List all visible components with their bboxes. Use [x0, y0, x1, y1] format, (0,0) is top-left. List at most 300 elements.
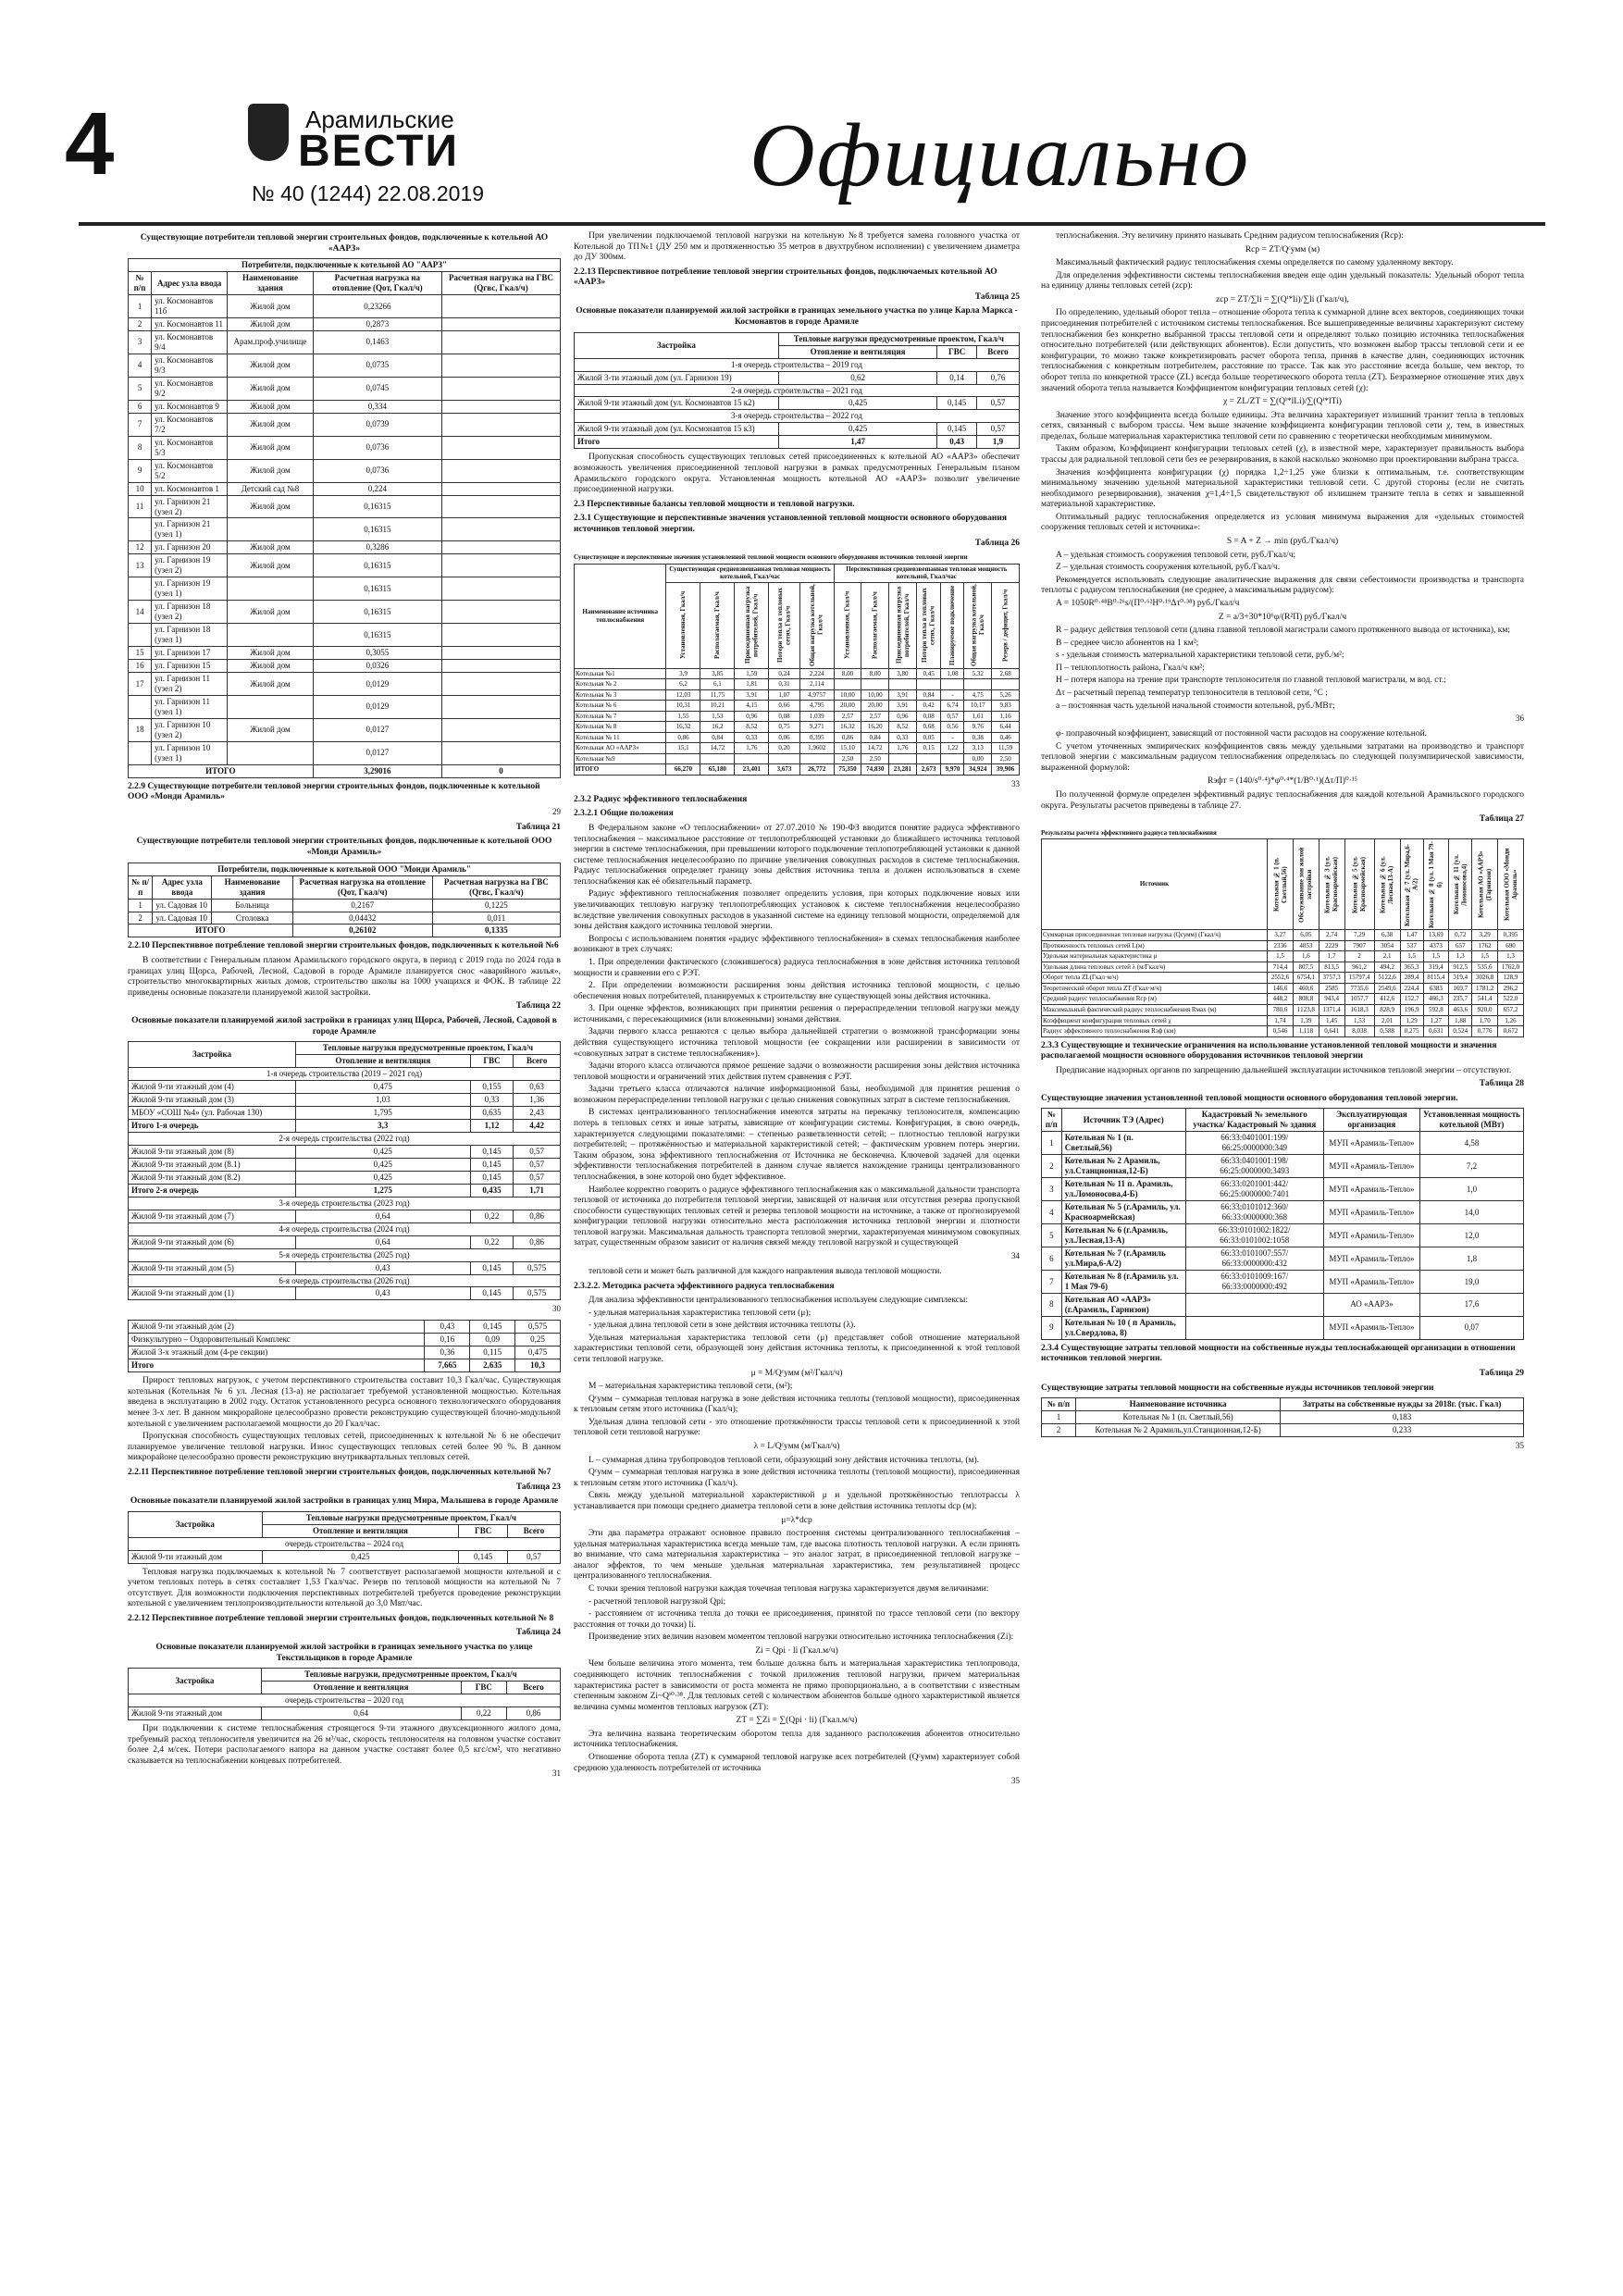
- cell: 6: [1042, 1247, 1062, 1271]
- table-row: [1042, 951, 1524, 962]
- cell: Котельная АО «ААРЗ» (г.Арамиль, Гарнизон): [1061, 1293, 1185, 1316]
- th-build: Застройка: [129, 1042, 296, 1068]
- cell: [441, 554, 560, 577]
- stage-row: 3-я очередь строительства (2023 год): [129, 1197, 561, 1210]
- cell: 0,145: [937, 423, 977, 436]
- cell: ул. Гарнизон 10 (узел 2): [152, 718, 228, 741]
- table-row: [129, 495, 561, 518]
- table-25-label: Таблица 25: [974, 292, 1020, 302]
- paragraph: L – суммарная длина трубопроводов тепловой сети, образующий зону действия источника теплоты, (м).: [588, 1455, 980, 1465]
- table-20: [128, 258, 561, 778]
- table-row: [575, 436, 1020, 449]
- table-row: [129, 1093, 561, 1106]
- cell: 0,3286: [313, 541, 441, 554]
- cell: ул. Гарнизон 20: [152, 541, 228, 554]
- total-cell: Итого 1-я очередь: [129, 1119, 296, 1132]
- table-row: [129, 1222, 561, 1235]
- cell: Теоретический оборот тепла ZT (Гкал·м/ч): [1042, 983, 1268, 994]
- cell: 1,16: [992, 711, 1020, 722]
- cell: [441, 741, 560, 764]
- column-header: Котельная ООО «Монди Арамиль»: [1498, 839, 1524, 930]
- formula: χ = ZL/ZT = ∑(Qⁱ*lLi)/∑(Qⁱ*lTi): [1223, 397, 1342, 407]
- table-26-caption: Существующие и перспективные значения установленной тепловой мощности основного оборудования источников тепловой энергии: [574, 552, 968, 561]
- cell: 3,29: [1472, 930, 1498, 941]
- cell: 0,2873: [313, 318, 441, 331]
- cell: [735, 753, 769, 764]
- table-21-label: Таблица 21: [515, 822, 561, 832]
- cell: [129, 741, 152, 764]
- cell: 0,425: [296, 1158, 471, 1171]
- cell: 1,9602: [799, 743, 834, 754]
- cell: 6,74: [941, 701, 964, 712]
- cell: 8,00: [861, 668, 889, 679]
- table-row: [129, 1359, 561, 1372]
- cell: 2585: [1319, 983, 1344, 994]
- cell: Жилой дом: [228, 413, 314, 436]
- cell: 0,46: [992, 732, 1020, 743]
- cell: 8: [1042, 1293, 1062, 1316]
- cell: [441, 413, 560, 436]
- table-row: [129, 1347, 561, 1359]
- table-row: [575, 371, 1020, 384]
- paragraph: С учетом уточненных эмпирических коэффициентов связь между удельными затратами на производство и транспорт тепловой энергии с максимальным радиусом теплоснабжения определялась по следующей полуэмпирической зависимости, выраженной формулой:: [1041, 741, 1524, 773]
- cell: [441, 459, 560, 482]
- cell: 15,1: [666, 743, 700, 754]
- paragraph: Прирост тепловых нагрузок, с учетом перспективного строительства составит 10,3 Гкал/час. Существующая котельная (Котельная № 6 ул. Лесная (13-а) не располагает требуемой установленной мощностью. Котельная введена в эксплуатацию в 2002 году. Остаток установленного ресурса основного технологического оборудования менее 3-х лет. В данном микрорайоне целесообразно провести реконструкцию существующей блочно-модульной котельной с увеличением располагаемой мощности до 20 Гкал/час.: [128, 1376, 561, 1429]
- column-header: Расчетная нагрузка на ГВС (Qгвс, Гкал/ч): [432, 875, 560, 899]
- stage-row: 2-я очередь строительства – 2021 год: [575, 384, 1020, 397]
- cell: 0,2167: [292, 899, 432, 912]
- cell: Котельная АО «ААРЗ»: [575, 743, 666, 754]
- paragraph: A = 1050R⁰·⁴⁸B⁰·²⁶s/(П⁰·⁶²H⁰·¹⁹Δτ⁰·³⁸) руб./Гкал/ч: [1056, 598, 1240, 608]
- cell: МУП «Арамиль-Тепло»: [1323, 1155, 1419, 1178]
- cell: [228, 696, 314, 719]
- cell: МУП «Арамиль-Тепло»: [1323, 1224, 1419, 1247]
- cell: 1781,2: [1472, 983, 1498, 994]
- table-22-title: Основные показатели планируемой жилой застройки в границах улиц Щорса, Рабочей, Лесной, Садовой в городе Арамиле: [131, 1015, 557, 1036]
- total-cell: 10,3: [515, 1359, 561, 1372]
- table-row: [129, 1321, 561, 1334]
- table-24: [128, 1668, 561, 1720]
- paragraph: R – радиус действия тепловой сети (длина главной тепловой магистрали самого протяженного вывода от источника), км;: [1056, 626, 1511, 636]
- table-row: [129, 601, 561, 624]
- cell: 19,0: [1419, 1271, 1523, 1294]
- table-row: [129, 741, 561, 764]
- column-header: Адрес узла ввода: [152, 272, 228, 295]
- cell: 0,546: [1268, 1026, 1294, 1037]
- cell: 5: [129, 377, 152, 400]
- cell: 0,57: [507, 1550, 560, 1563]
- page-ref: 29: [552, 806, 561, 816]
- table-row: [1042, 973, 1524, 984]
- cell: 9,970: [941, 764, 964, 776]
- paragraph: H – потеря напора на трение при транспорте теплоносителя по главной тепловой магистрали, м вод. ст.;: [1056, 676, 1446, 686]
- paragraph: a – постоянная часть удельной начальной стоимости котельной, руб./МВт;: [1056, 701, 1335, 711]
- cell: Котельная № 8 (г.Арамиль ул. 1 Мая 79-б): [1061, 1271, 1185, 1294]
- total-cell: 1,71: [514, 1184, 561, 1197]
- formula: S = A + Z → min (руб./Гкал/ч): [1226, 537, 1339, 547]
- cell: 1762,0: [1498, 962, 1524, 973]
- column-header: Потери тепла в тепловых сетях, Гкал/ч: [916, 582, 941, 668]
- cell: 0,86: [507, 1707, 561, 1720]
- paragraph: 3. При оценке эффектов, возникающих при принятии решения о перераспределении тепловой нагрузки между источниками, с пересекающимися (или вложенными) зонами действия.: [574, 1004, 1020, 1024]
- logo-line1: Арамильские: [305, 105, 454, 133]
- table-row: [129, 673, 561, 696]
- cell: 1,7: [1319, 951, 1344, 962]
- cell: 9,83: [992, 701, 1020, 712]
- cell: [228, 624, 314, 647]
- cell: ул. Космонавтов 9: [152, 400, 228, 413]
- total-label: ИТОГО: [129, 764, 314, 777]
- cell: 0,011: [432, 912, 560, 925]
- cell: ул. Гарнизон 11 (узел 2): [152, 673, 228, 696]
- cell: 0,68: [916, 722, 941, 733]
- total-cell: 0,435: [470, 1184, 514, 1197]
- cell: Физкультурно – Оздоровительный Комплекс: [129, 1334, 425, 1347]
- paragraph: Пропускная способность существующих тепловых сетей, присоединенных к котельной № 6 не обеспечит планируемое увеличение тепловой нагрузки. Износ существующих тепловых сетей более 90 %. В данном микрорайоне целесообразно провести реконструкцию внутриквартальных тепловых сетей.: [128, 1432, 561, 1463]
- column-header: Источник ТЭ (Адрес): [1061, 1109, 1185, 1132]
- cell: 10,17: [964, 701, 992, 712]
- cell: ул. Космонавтов 11: [152, 318, 228, 331]
- cell: 11,75: [700, 689, 735, 701]
- section-2-3-4: 2.3.4 Существующие затраты тепловой мощности на собственные нужды теплоснабжающей организации в отношении источников тепловой энергии.: [1041, 1343, 1516, 1364]
- total-cell: Итого 2-я очередь: [129, 1184, 296, 1197]
- table-25-title: Основные показатели планируемой жилой застройки в границах земельного участка по улице Карла Маркса - Космонавтов в городе Арамиле: [576, 306, 1018, 328]
- paragraph: 1. При определении фактического (сложившегося) радиуса теплоснабжения в зоне действия источника тепловой мощности и сравнении его с РЭТ.: [574, 957, 1020, 978]
- cell: 128,9: [1498, 973, 1524, 984]
- cell: 1,88: [1449, 1015, 1472, 1026]
- table-row: [129, 577, 561, 601]
- cell: 319,4: [1449, 973, 1472, 984]
- total-label: ИТОГО: [129, 925, 293, 937]
- total-row: [129, 925, 561, 937]
- table-row: [129, 1132, 561, 1145]
- cell: [129, 518, 152, 541]
- table-row: [1042, 1293, 1524, 1316]
- table-row: [129, 400, 561, 413]
- cell: 2,50: [861, 753, 889, 764]
- cell: 2,224: [799, 668, 834, 679]
- table-row: [129, 647, 561, 660]
- cell: 6,44: [992, 722, 1020, 733]
- cell: Оборот тепла ZL(Гкал·м/ч): [1042, 973, 1268, 984]
- cell: 3026,8: [1472, 973, 1498, 984]
- table-row: [129, 1197, 561, 1210]
- th-total: Всего: [507, 1682, 561, 1694]
- paragraph: Таким образом, Коэффициент конфигурации тепловых сетей (χ), в известной мере, характеризует правильность выбора трассы для радиальной тепловой сети без ее резервирования, в какой насколько экономно при проектировании выбрана трасса.: [1041, 444, 1524, 465]
- cell: -: [941, 689, 964, 701]
- cell: ул. Гарнизон 19 (узел 2): [152, 554, 228, 577]
- cell: ул. Садовая 10: [153, 899, 212, 912]
- cell: Котельная № 1 (п. Светлый,56): [1061, 1132, 1185, 1155]
- cell: Удельная длина тепловых сетей λ (м/Гкал/ч): [1042, 962, 1268, 973]
- column-header: Резерв / дефицит, Гкал/ч: [992, 582, 1020, 668]
- cell: [441, 660, 560, 673]
- cell: Жилой дом: [228, 459, 314, 482]
- cell: 319,4: [1423, 962, 1449, 973]
- cell: 169,7: [1449, 983, 1472, 994]
- table-row: [1042, 994, 1524, 1005]
- table-29: [1041, 1397, 1524, 1437]
- cell: 4,58: [1419, 1132, 1523, 1155]
- paragraph: По определению, удельный оборот тепла – отношение оборота тепла к суммарной длине всех векторов, соединяющих точки присоединения потребителей с источником системы теплоснабжения. Все вышеприведенные величины характеризуют систему теплоснабжения без конкретно выбранной трассы тепловой сети и определяют только позицию источника теплоснабжения относительно потребителей (или действующих абонентов). Если допустить, что возможен выбор трассы тепловой сети и ее конфигурации, то можно также конкретизировать расчет оборота тепла, приняв в качестве длин, соединяющих источник теплоснабжения с конкретным потребителем, расстояние по трассе. Так как это расстояние всегда больше, чем вектор, то оборот тепла по конкретной трассе (ZL) всегда больше теоретического оборота тепла (ZT). Безразмерное отношение этих двух значений оборота тепла называется Коэффициентом конфигурации тепловых сетей (χ):: [1041, 308, 1524, 393]
- cell: 66:33:0401001:198/ 66:25:0000000:3493: [1185, 1155, 1323, 1178]
- cell: 66:33:0101007:557/ 66:33:0000000:432: [1185, 1247, 1323, 1271]
- issue-info: № 40 (1244) 22.08.2019: [252, 181, 485, 205]
- cell: 0,76: [976, 371, 1019, 384]
- paragraph: A – удельная стоимость сооружения тепловой сети, руб./Гкал/ч;: [1056, 550, 1296, 560]
- paragraph: Задачи третьего класса отличаются наличие информационной базы, необходимой для принятия решения о возможном перераспределении тепловой нагрузки с целью снижения совокупных затрат в системе теплоснабжения.: [574, 1085, 1020, 1105]
- cell: 15: [129, 647, 152, 660]
- cell: 1,45: [1319, 1015, 1344, 1026]
- cell: Жилой 9-ти этажный дом (8): [129, 1145, 296, 1158]
- th-group: Тепловые нагрузки, предусмотренные проектом, Гкал/ч: [261, 1669, 560, 1682]
- table-row: [1042, 1155, 1524, 1178]
- th-build: Застройка: [129, 1511, 263, 1537]
- paragraph: Отношение оборота тепла (ZT) к суммарной тепловой нагрузке всех потребителей (Qᶜумм) характеризует собой среднюю удаленность потребителей от источника: [574, 1753, 1020, 1773]
- total-cell: 4,42: [514, 1119, 561, 1132]
- total-cell: 3,29016: [313, 764, 441, 777]
- cell: 0,16315: [313, 577, 441, 601]
- cell: 460,6: [1293, 983, 1319, 994]
- cell: 9,271: [799, 722, 834, 733]
- column-header: Обслуживание зон жилой застройки: [1293, 839, 1319, 930]
- table-caption: Потребители, подключенные к котельной ООО "Монди Арамиль": [129, 863, 561, 875]
- cell: [834, 679, 861, 690]
- cell: 1,36: [514, 1093, 561, 1106]
- section-2-3-2: 2.3.2 Радиус эффективного теплоснабжения: [574, 794, 748, 804]
- cell: 39,906: [992, 764, 1020, 776]
- cell: [769, 753, 799, 764]
- cell: 4,75: [964, 689, 992, 701]
- cell: Средний радиус теплоснабжения Rср (м): [1042, 994, 1268, 1005]
- cell: 0,57: [514, 1145, 561, 1158]
- cell: [129, 577, 152, 601]
- cell: 2: [129, 912, 153, 925]
- table-row: [575, 743, 1020, 754]
- cell: 0,425: [262, 1550, 459, 1563]
- cell: 7735,6: [1344, 983, 1374, 994]
- cell: Жилой дом: [228, 495, 314, 518]
- cell: Удельная материальная характеристика μ: [1042, 951, 1268, 962]
- column-header: Расчетная нагрузка на ГВС (Qгвс, Гкал/ч): [441, 272, 560, 295]
- cell: 0,09: [470, 1334, 515, 1347]
- cell: 16,2: [700, 722, 735, 733]
- column-header: Котельная № 6 (ул. Лесная,13-А): [1374, 839, 1400, 930]
- table-row: [575, 397, 1020, 410]
- cell: 0,145: [470, 1321, 515, 1334]
- table-row: [129, 624, 561, 647]
- table-row: [129, 1068, 561, 1081]
- table-row: [575, 358, 1020, 371]
- th-heat: Отопление и вентиляция: [261, 1682, 461, 1694]
- th-perspective: Перспективная средневзвешанная тепловая мощность котельной, Гкал/час: [834, 564, 1019, 582]
- cell: ул. Гарнизон 18 (узел 1): [152, 624, 228, 647]
- cell: 10: [129, 482, 152, 495]
- cell: Коэффициент конфигурации тепловых сетей χ: [1042, 1015, 1268, 1026]
- cell: 0,22: [470, 1210, 514, 1222]
- cell: ул. Гарнизон 21 (узел 1): [152, 518, 228, 541]
- cell: [441, 482, 560, 495]
- cell: 828,9: [1374, 1004, 1400, 1015]
- table-27-caption: Результаты расчета эффективного радиуса теплоснабжения: [1041, 828, 1217, 837]
- cell: 0,64: [261, 1707, 461, 1720]
- paragraph: Для определения эффективности системы теплоснабжения введен еще один удельный показатель: Удельный оборот тепла на единицу длины тепловых сетей (zср):: [1041, 270, 1524, 292]
- cell: 0,04432: [292, 912, 432, 925]
- cell: 2229: [1319, 940, 1344, 951]
- total-cell: 1,12: [470, 1119, 514, 1132]
- cell: 11: [129, 495, 152, 518]
- cell: 0,64: [296, 1210, 471, 1222]
- table-row: [575, 732, 1020, 743]
- formula: Rср = ZT/Qᶜумм (м): [1245, 244, 1320, 254]
- cell: 6,2: [666, 679, 700, 690]
- th-source: Наименование источника теплоснабжения: [575, 564, 666, 668]
- cell: Жилой 3-ти этажный дом (ул. Гарнизон 19): [575, 371, 779, 384]
- cell: [799, 753, 834, 764]
- cell: 2: [1042, 1155, 1062, 1178]
- cell: МБОУ «СОШ №4» (ул. Рабочая 130): [129, 1106, 296, 1119]
- cell: 23,281: [889, 764, 917, 776]
- table-22-continued: [128, 1320, 561, 1372]
- cell: 6,05: [1293, 930, 1319, 941]
- th-total: Всего: [514, 1055, 561, 1068]
- cell: 5,32: [964, 668, 992, 679]
- cell: 0,08: [916, 711, 941, 722]
- cell: [441, 400, 560, 413]
- cell: 6754,1: [1293, 973, 1319, 984]
- table-row: [129, 718, 561, 741]
- cell: Жилой дом: [228, 718, 314, 741]
- stage-row: 4-я очередь строительства (2024 год): [129, 1222, 561, 1235]
- cell: 66,270: [666, 764, 700, 776]
- table-row: [1042, 1004, 1524, 1015]
- newspaper-logo: [248, 104, 470, 178]
- cell: 690: [1498, 940, 1524, 951]
- cell: ул. Космонавтов 7/2: [152, 413, 228, 436]
- cell: 26,772: [799, 764, 834, 776]
- cell: 0,43: [296, 1287, 471, 1300]
- cell: 4,795: [799, 701, 834, 712]
- cell: 5,26: [992, 689, 1020, 701]
- th-total: Всего: [507, 1524, 560, 1537]
- cell: 0,425: [296, 1145, 471, 1158]
- cell: 146,6: [1268, 983, 1294, 994]
- cell: 0,1225: [432, 899, 560, 912]
- table-row: [129, 354, 561, 377]
- column-header: Располагаемая, Гкал/ч: [861, 582, 889, 668]
- cell: ул. Гарнизон 18 (узел 2): [152, 601, 228, 624]
- table-row: [1042, 1132, 1524, 1155]
- cell: 18: [129, 718, 152, 741]
- table-row: [1042, 1015, 1524, 1026]
- cell: 66:33:0101002:1822/ 66:33:0101002:1058: [1185, 1224, 1323, 1247]
- cell: Жилой дом: [228, 660, 314, 673]
- cell: 0,96: [889, 711, 917, 722]
- cell: 0,145: [470, 1158, 514, 1171]
- cell: Максимальный фактический радиус теплоснабжения Rмах (м): [1042, 1004, 1268, 1015]
- cell: 1,6: [1293, 951, 1319, 962]
- cell: 1,08: [941, 668, 964, 679]
- table-row: [129, 318, 561, 331]
- cell: [228, 577, 314, 601]
- cell: 1,5: [1472, 951, 1498, 962]
- table-row: [129, 459, 561, 482]
- table-21-title: Существующие потребители тепловой энергии строительных фондов, подключенные к котельной ООО «Монди Арамиль»: [136, 837, 552, 858]
- cell: 6,1: [700, 679, 735, 690]
- cell: 13,69: [1423, 930, 1449, 941]
- stage-row: 1-я очередь строительства – 2019 год: [575, 358, 1020, 371]
- cell: [666, 753, 700, 764]
- cell: Котельная № 5 (г.Арамиль, ул. Красноармейская): [1061, 1201, 1185, 1224]
- cell: 0,425: [296, 1171, 471, 1184]
- cell: Жилой 9-ти этажный дом (ул. Космонавтов 15 к2): [575, 397, 779, 410]
- table-row: [129, 1184, 561, 1197]
- cell: 0,16315: [313, 624, 441, 647]
- cell: 8,52: [735, 722, 769, 733]
- cell: 0,24: [769, 668, 799, 679]
- cell: 1,76: [889, 743, 917, 754]
- cell: [1185, 1293, 1323, 1316]
- cell: Радиус эффективного теплоснабжения Rэф (км): [1042, 1026, 1268, 1037]
- cell: ул. Космонавтов 5/2: [152, 459, 228, 482]
- cell: 3,80: [889, 668, 917, 679]
- cell: 8,038: [1344, 1026, 1374, 1037]
- cell: 1,039: [799, 711, 834, 722]
- cell: 12,0: [1419, 1224, 1523, 1247]
- cell: [441, 436, 560, 459]
- page-ref: 30: [552, 1304, 561, 1314]
- th-total: Всего: [976, 345, 1019, 358]
- total-cell: 0,1335: [432, 925, 560, 937]
- paragraph: Пропускная способность существующих тепловых сетей присоединенных к котельной АО «ААРЗ» обеспечит возможность увеличения присоединенной тепловой нагрузки в рамках предусмотренных Генеральным планом Арамильского городского округа. Установленная мощность котельной АО «ААРЗ» позволит увеличение присоединенной нагрузки.: [574, 453, 1020, 495]
- cell: 2: [129, 318, 152, 331]
- paragraph: Для анализа эффективности централизованного теплоснабжения используем следующие симплексы:: [588, 1296, 969, 1306]
- cell: Жилой 9-ти этажный дом (8.2): [129, 1171, 296, 1184]
- table-26-label: Таблица 26: [974, 539, 1020, 549]
- cell: 2,673: [916, 764, 941, 776]
- paragraph: Предписание надзорных органов по запрещению дальнейшей эксплуатации источников тепловой энергии – отсутствуют.: [1056, 1065, 1512, 1075]
- paragraph: - удельная длина тепловой сети в зоне действия источника теплоты (λ).: [588, 1321, 856, 1331]
- cell: 1,3: [1449, 951, 1472, 962]
- cell: 0,0736: [313, 436, 441, 459]
- cell: 0,115: [470, 1347, 515, 1359]
- cell: 494,2: [1374, 962, 1400, 973]
- cell: 1,81: [735, 679, 769, 690]
- paragraph: B – среднее число абонентов на 1 км²;: [1056, 638, 1199, 648]
- cell: 0,183: [1281, 1411, 1524, 1424]
- cell: 0,86: [666, 732, 700, 743]
- cell: [129, 696, 152, 719]
- page-ref: 35: [1516, 1441, 1524, 1451]
- column-header: № п/п: [1042, 1109, 1062, 1132]
- cell: 0,0129: [313, 696, 441, 719]
- cell: 912,5: [1449, 962, 1472, 973]
- paragraph: 2. При определении возможности расширения зоны действия источника тепловой мощности, с целью обеспечения новых потребителей, планируемых к строительству вне существующей зоны действия источника.: [574, 981, 1020, 1001]
- paragraph: Тепловая нагрузка подключаемых к котельной № 7 соответствует располагаемой мощности котельной и с учетом тепловых потерь в сетях составляет 1,53 Гкал/час. Резерв по тепловой мощности на котельной № 7 отсутствует. Для возможности подключения перспективных потребителей требуется проведение реконструкции котельной с увеличением теплопроизводительности котельной до 3,0 Мвт/час.: [128, 1567, 561, 1609]
- cell: 1: [129, 295, 152, 318]
- cell: 1,5: [1400, 951, 1423, 962]
- table-row: [575, 711, 1020, 722]
- column-header: Наименование здания: [212, 875, 292, 899]
- paragraph: Задачи второго класса отличаются прямое решение задачи о возможности расширения зоны действия источника тепловой мощности и ограничений этих действия путем сравнения с РЭТ.: [574, 1061, 1020, 1082]
- cell: ул. Космонавтов 5/3: [152, 436, 228, 459]
- cell: 16,32: [834, 722, 861, 733]
- cell: 0,57: [941, 711, 964, 722]
- cell: 12: [129, 541, 152, 554]
- cell: 14,72: [700, 743, 735, 754]
- table-row: [129, 1274, 561, 1287]
